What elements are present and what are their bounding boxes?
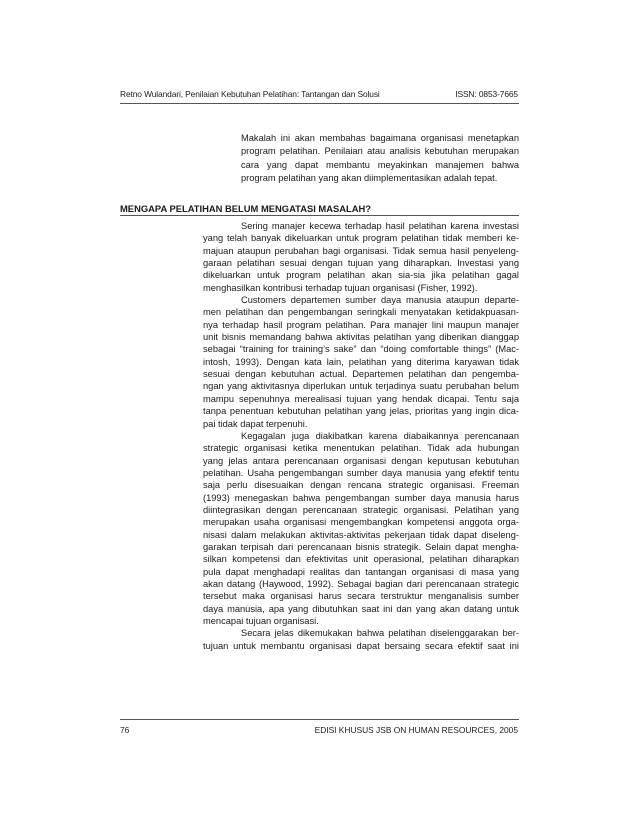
body-line: Kegagalan juga diakibatkan karena diabaikannya perencanaan — [241, 430, 519, 441]
body-line: pai tidak dapat terpenuhi. — [203, 418, 308, 429]
body-line: Customers departemen sumber daya manusia ataupun departe- — [241, 295, 519, 306]
body-line: sebagai “training for training’s sake” dan “doing comfortable things” (Mac- — [203, 344, 519, 355]
header-author-title: Retno Wulandari, Penilaian Kebutuhan Pelatihan: Tantangan dan Solusi — [120, 89, 380, 99]
body-line: akan datang (Haywood, 1992). Sebagai bagian dari perencanaan strategic — [203, 578, 519, 589]
body-line: men pelatihan dan pengembangan seringkali menyatakan ketidakpuasan- — [203, 307, 519, 318]
body-line: nya terhadap hasil program pelatihan. Para manajer lini maupun manajer — [203, 319, 519, 330]
body-line: nisasi dalam melakukan aktivitas-aktivitas pekerjaan tidak dapat diseleng- — [203, 529, 519, 540]
section-rule — [120, 215, 519, 216]
body-line: daya manusia, apa yang dibutuhkan saat ini dan yang akan datang untuk — [203, 603, 519, 614]
body-line: ngan yang aktivitasnya diperlukan untuk terjadinya suatu perubahan belum — [203, 381, 519, 392]
body-line: menghasilkan kontribusi terhadap tujuan organisasi (Fisher, 1992). — [203, 282, 478, 293]
abstract-paragraph — [203, 132, 519, 186]
body-line: Sering manajer kecewa terhadap hasil pelatihan karena investasi — [241, 221, 519, 231]
body-line: majuan ataupun perubahan bagi organisasi. Tidak semua hasil penyeleng- — [203, 245, 519, 256]
header-rule — [120, 103, 519, 104]
body-line: mampu sepenuhnya merealisasi tujuan yang hendak dicapai. Tentu saja — [203, 393, 519, 404]
body-line: saja perlu disesuaikan dengan rencana strategic organisasi. Freeman — [203, 480, 519, 491]
body-line: silkan kompetensi dan efektivitas unit operasional, pelatihan diharapkan — [203, 554, 519, 565]
body-line: garaan pelatihan sesuai dengan tujuan yang diharapkan. Investasi yang — [203, 258, 519, 269]
body-line: mencapai tujuan organisasi. — [203, 616, 319, 626]
body-line: tujuan untuk membantu organisasi dapat bersaing secara efektif saat ini — [203, 640, 519, 651]
footer-journal: EDISI KHUSUS JSB ON HUMAN RESOURCES, 2005 — [314, 725, 518, 735]
body-line: tanpa penentuan kebutuhan pelatihan yang jelas, prioritas yang ingin dica- — [203, 406, 519, 417]
page-number: 76 — [120, 725, 130, 735]
header-issn: ISSN: 0853-7665 — [455, 89, 518, 99]
body-line: yang jelas antara perencanaan organisasi dengan keputusan kebutuhan — [203, 455, 519, 466]
abstract-text: Makalah ini akan membahas bagaimana organisasi menetapkan program pelatihan. Penilaian atau analisis kebutuhan merupakan cara yang dapat membantu meyakinkan manajemen bahwa program pelatihan yang akan diimplementasikan adalah tepat. — [241, 133, 519, 184]
body-line: dikeluarkan untuk program pelatihan akan sia-sia jika pelatihan gagal — [203, 270, 519, 281]
body-line: pelatihan. Usaha pengembangan sumber daya manusia yang efektif tentu — [203, 467, 519, 478]
body-text — [203, 220, 519, 652]
section-heading: MENGAPA PELATIHAN BELUM MENGATASI MASALAH? — [120, 203, 372, 214]
body-line: diintegrasikan dengan perencanaan strategic organisasi. Pelatihan yang — [203, 504, 519, 515]
body-line: yang telah banyak dikeluarkan untuk program pelatihan tidak memberi ke- — [203, 233, 519, 244]
body-line: Secara jelas dikemukakan bahwa pelatihan diselenggarakan ber- — [241, 628, 519, 639]
body-line: unit bisnis memandang bahwa aktivitas pelatihan yang diberikan dianggap — [203, 332, 519, 343]
body-line: intosh, 1993). Dengan kata lain, pelatihan yang diterima karyawan tidak — [203, 356, 519, 367]
footer-rule — [120, 719, 519, 720]
body-line: garakan terpisah dari perencanaan bisnis strategik. Selain dapat mengha- — [203, 541, 519, 552]
body-line: merupakan usaha organisasi mengembangkan kompetensi anggota orga- — [203, 517, 519, 528]
body-line: pula dapat menghadapi realitas dan tantangan organisasi di masa yang — [203, 566, 519, 577]
body-line: (1993) menegaskan bahwa pengembangan sumber daya manusia harus — [203, 492, 519, 503]
body-line: tersebut maka organisasi harus secara terstruktur menganalisis sumber — [203, 591, 519, 602]
body-line: sesuai dengan kebutuhan actual. Departemen pelatihan dan pengemba- — [203, 369, 519, 380]
body-line: strategic organisasi ketika menentukan pelatihan. Tidak ada hubungan — [203, 443, 519, 454]
